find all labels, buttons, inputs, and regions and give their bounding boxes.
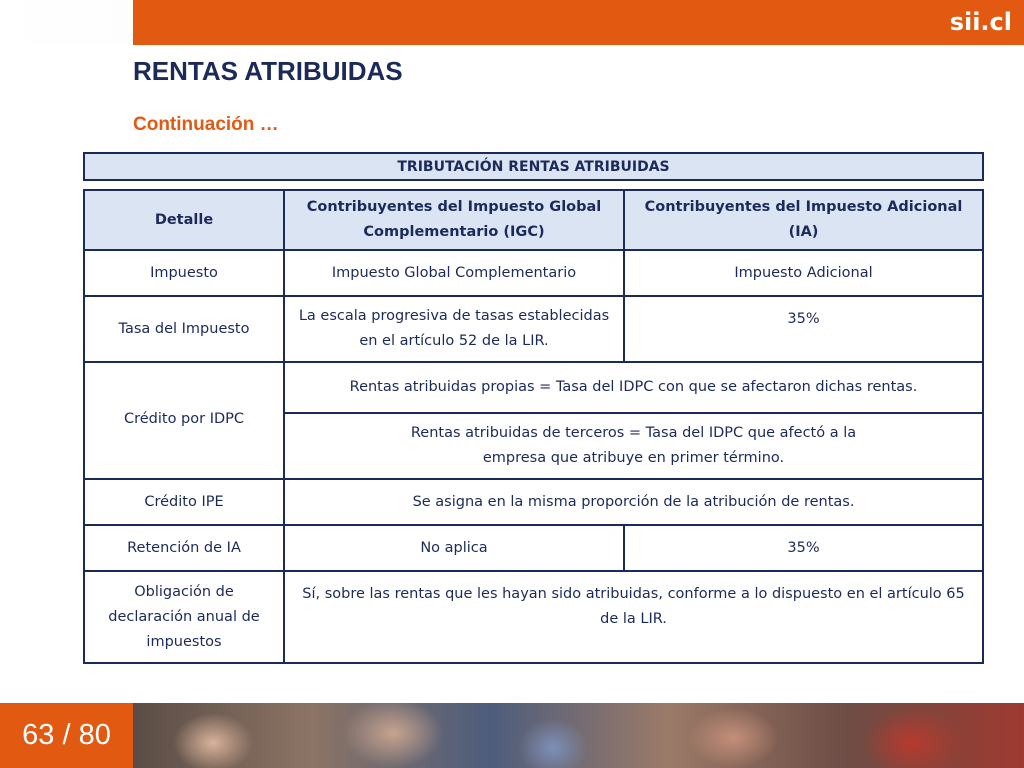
header-igc: Contribuyentes del Impuesto Global Complementario (IGC) (284, 190, 624, 250)
cell-impuesto-ia: Impuesto Adicional (624, 250, 983, 296)
cell-credito-idpc-terceros: Rentas atribuidas de terceros = Tasa del IDPC que afectó a la empresa que atribuye en primer término. (284, 413, 983, 479)
table-row (84, 571, 983, 663)
cell-obligacion: Sí, sobre las rentas que les hayan sido atribuidas, conforme a lo dispuesto en el artículo 65 de la LIR. (284, 571, 983, 663)
sii-logo[interactable]: sii.cl (949, 8, 1012, 36)
cell-credito-ipe: Se asigna en la misma proporción de la atribución de rentas. (284, 479, 983, 525)
cell-retencion-ia: 35% (624, 525, 983, 571)
page-indicator: 63 / 80 (0, 703, 133, 768)
cell-credito-idpc-propias: Rentas atribuidas propias = Tasa del IDPC con que se afectaron dichas rentas. (284, 362, 983, 413)
row-label-credito-ipe: Crédito IPE (84, 479, 284, 525)
row-label-retencion: Retención de IA (84, 525, 284, 571)
table-row (84, 296, 983, 362)
header-detalle: Detalle (84, 190, 284, 250)
table-header-row (84, 190, 983, 250)
row-label-tasa: Tasa del Impuesto (84, 296, 284, 362)
tributacion-table (83, 189, 984, 664)
table-row (84, 250, 983, 296)
header-bar (133, 0, 1024, 45)
cell-tasa-ia: 35% (624, 296, 983, 362)
cell-retencion-igc: No aplica (284, 525, 624, 571)
table-row (84, 479, 983, 525)
page-title: RENTAS ATRIBUIDAS (133, 56, 403, 86)
header-left-strip (0, 0, 133, 45)
table-row (84, 525, 983, 571)
header-ia: Contribuyentes del Impuesto Adicional (IA) (624, 190, 983, 250)
cell-tasa-igc: La escala progresiva de tasas establecidas en el artículo 52 de la LIR. (284, 296, 624, 362)
row-label-impuesto: Impuesto (84, 250, 284, 296)
row-label-obligacion: Obligación de declaración anual de impuestos (84, 571, 284, 663)
page-subtitle: Continuación … (133, 114, 279, 135)
cell-impuesto-igc: Impuesto Global Complementario (284, 250, 624, 296)
crowd-photo-banner (133, 703, 1024, 768)
table-row (84, 362, 983, 413)
row-label-credito-idpc: Crédito por IDPC (84, 362, 284, 479)
table-caption: TRIBUTACIÓN RENTAS ATRIBUIDAS (83, 152, 984, 181)
